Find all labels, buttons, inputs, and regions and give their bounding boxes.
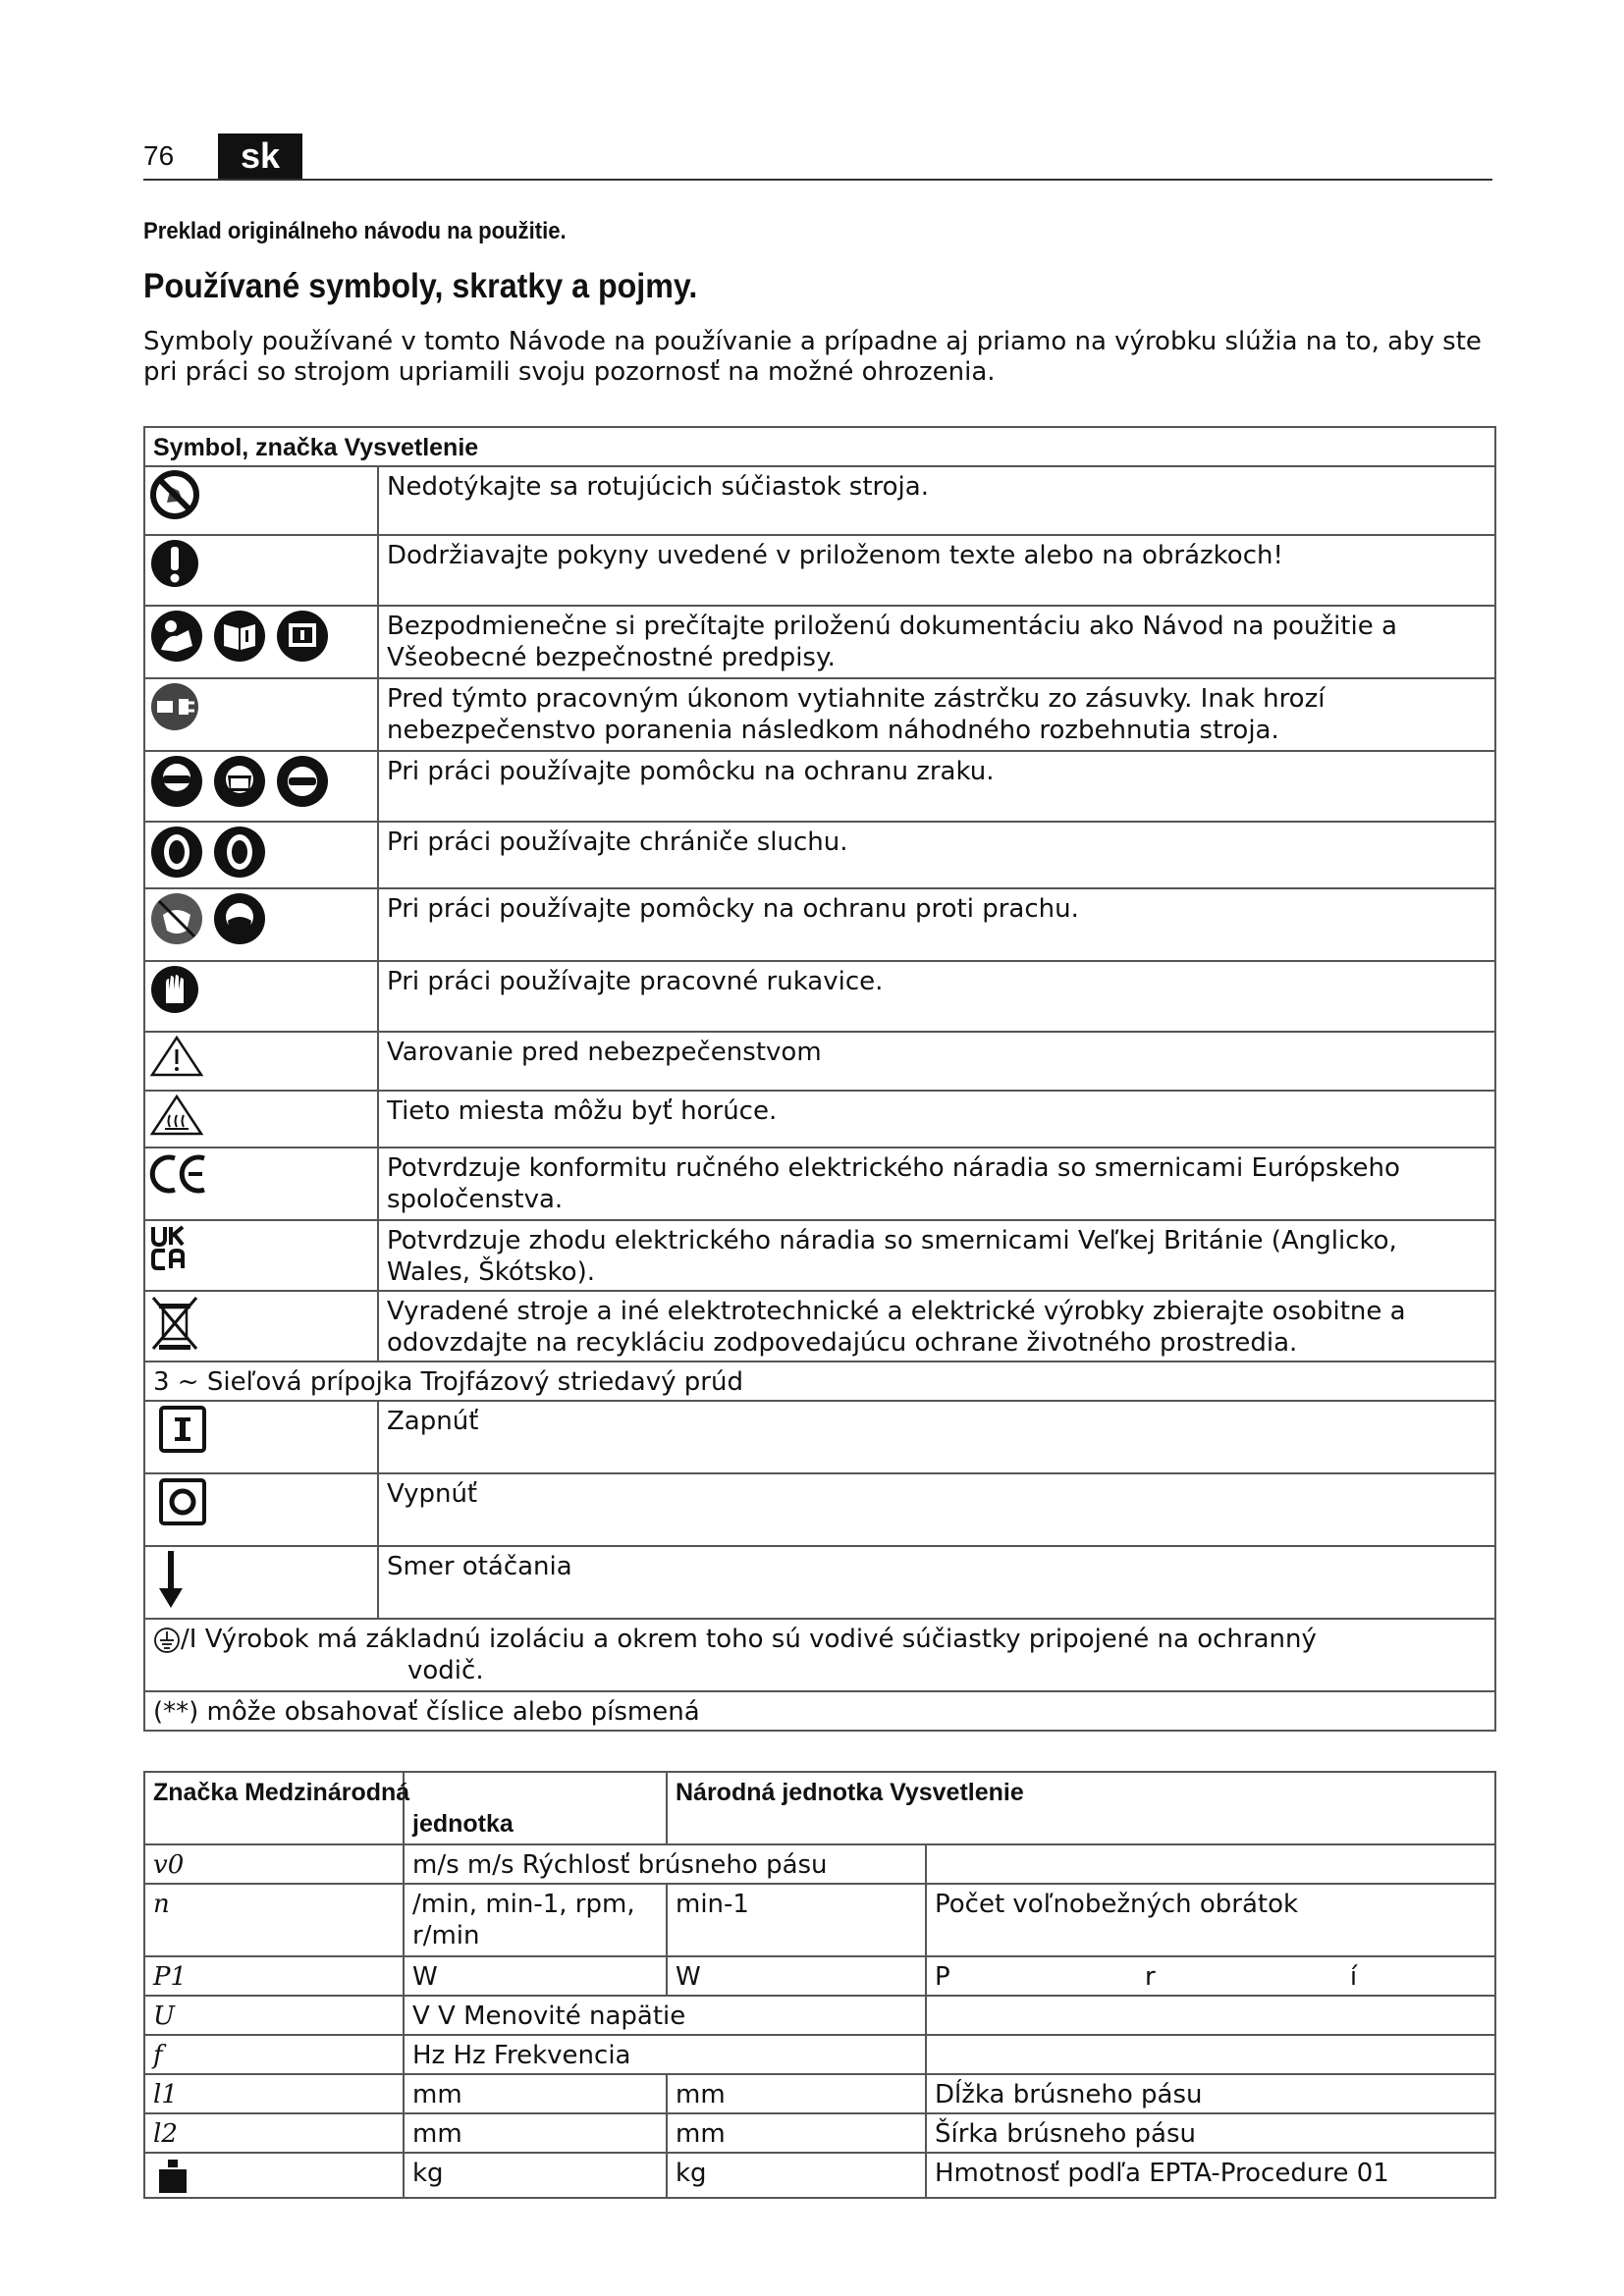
row-text: Pred týmto pracovným úkonom vytiahnite zástrčku zo zásuvky. Inak hrozí nebezpečenstvo poranenia následkom náhodného rozbehnutia stroja. bbox=[378, 678, 1495, 751]
unit-cell: /min, min-1, rpm, r/min bbox=[404, 1884, 667, 1956]
unplug-icon bbox=[149, 681, 200, 732]
ear-muffs-icon bbox=[212, 825, 267, 880]
table-row bbox=[144, 1996, 1495, 2035]
safety-glasses-icon bbox=[275, 754, 330, 809]
header-rule bbox=[143, 179, 1492, 181]
weight-icon bbox=[155, 2156, 190, 2195]
table-row bbox=[144, 888, 1495, 961]
unit-cell: Dĺžka brúsneho pásu bbox=[926, 2074, 1495, 2113]
unit-cell: W bbox=[667, 1956, 926, 1996]
document-icon bbox=[275, 609, 330, 664]
respirator-icon bbox=[212, 891, 267, 946]
table-row bbox=[144, 1619, 1495, 1691]
table-row bbox=[144, 1148, 1495, 1220]
crossed-bin-icon bbox=[149, 1294, 200, 1353]
unit-sign: f bbox=[144, 2035, 404, 2074]
unit-cell: mm bbox=[667, 2074, 926, 2113]
table-row bbox=[144, 1884, 1495, 1956]
table-row bbox=[144, 822, 1495, 888]
ground-row-text: /I Výrobok má základnú izoláciu a okrem toho sú vodivé súčiastky pripojené na ochranný bbox=[181, 1625, 1317, 1654]
header-text: Značka Medzinárodná bbox=[153, 1779, 410, 1806]
unit-cell: mm bbox=[667, 2113, 926, 2153]
units-header-national: Národná jednotka Vysvetlenie bbox=[667, 1772, 1495, 1844]
units-table bbox=[143, 1771, 1496, 2199]
unit-sign: P1 bbox=[144, 1956, 404, 1996]
unit-cell: V V Menovité napätie bbox=[404, 1996, 926, 2035]
row-text: Dodržiavajte pokyny uvedené v priloženom texte alebo na obrázkoch! bbox=[378, 535, 1495, 606]
row-text: Tieto miesta môžu byť horúce. bbox=[378, 1091, 1495, 1148]
unit-cell bbox=[926, 1996, 1495, 2035]
language-badge: sk bbox=[218, 133, 302, 179]
ground-row bbox=[144, 1619, 1495, 1691]
table-row bbox=[144, 2074, 1495, 2113]
ground-row-text-cont: vodič. bbox=[407, 1656, 484, 1685]
unit-sign: v0 bbox=[144, 1844, 404, 1884]
row-text: Vypnúť bbox=[378, 1473, 1495, 1546]
switch-off-icon bbox=[157, 1476, 208, 1527]
table-row bbox=[144, 606, 1495, 678]
row-text: Varovanie pred nebezpečenstvom bbox=[378, 1032, 1495, 1091]
row-text: Zapnúť bbox=[378, 1401, 1495, 1473]
table-row bbox=[144, 535, 1495, 606]
table-row bbox=[144, 1291, 1495, 1362]
table-row bbox=[144, 1691, 1495, 1731]
row-text: Pri práci používajte pomôcku na ochranu zraku. bbox=[378, 751, 1495, 822]
note-row: (**) môže obsahovať číslice alebo písmená bbox=[144, 1691, 1495, 1731]
table-row bbox=[144, 1091, 1495, 1148]
row-text: Potvrdzuje konformitu ručného elektrického náradia so smernicami Európskeho spoločenstva. bbox=[378, 1148, 1495, 1220]
protective-earth-icon bbox=[153, 1627, 181, 1654]
book-icon bbox=[212, 609, 267, 664]
unit-cell: Hz Hz Frekvencia bbox=[404, 2035, 926, 2074]
table-row bbox=[144, 2035, 1495, 2074]
ce-mark-icon bbox=[149, 1150, 212, 1198]
switch-on-icon bbox=[157, 1404, 208, 1455]
table-row bbox=[144, 1546, 1495, 1619]
warning-triangle-icon bbox=[149, 1035, 204, 1078]
table-row bbox=[144, 1844, 1495, 1884]
symbols-table bbox=[143, 426, 1496, 1732]
table-row bbox=[144, 466, 1495, 535]
unit-sign: U bbox=[144, 1996, 404, 2035]
table-row bbox=[144, 1032, 1495, 1091]
unit-cell: mm bbox=[404, 2113, 667, 2153]
document-subtitle: Preklad originálneho návodu na použitie. bbox=[143, 218, 567, 244]
row-text: Nedotýkajte sa rotujúcich súčiastok stroja. bbox=[378, 466, 1495, 535]
goggles-icon bbox=[149, 754, 204, 809]
unit-cell: kg bbox=[667, 2153, 926, 2198]
units-header-intl bbox=[404, 1772, 667, 1844]
exclamation-icon bbox=[149, 538, 200, 589]
unit-sign: l1 bbox=[144, 2074, 404, 2113]
table-row bbox=[144, 961, 1495, 1032]
row-text: Pri práci používajte pracovné rukavice. bbox=[378, 961, 1495, 1032]
unit-cell: min-1 bbox=[667, 1884, 926, 1956]
intro-paragraph: Symboly používané v tomto Návode na používanie a prípadne aj priamo na výrobku slúžia na to, aby ste pri práci so strojom upriamili svoju pozornosť na možné ohrozenia. bbox=[143, 327, 1482, 387]
table-row bbox=[144, 1220, 1495, 1291]
dust-mask-icon bbox=[149, 891, 204, 946]
ear-protection-icon bbox=[149, 825, 204, 880]
header-text: jednotka bbox=[412, 1810, 514, 1838]
table-row bbox=[144, 1401, 1495, 1473]
mains-connection-row: 3 ~ Sieľová prípojka Trojfázový striedavý prúd bbox=[144, 1362, 1495, 1401]
unit-sign: l2 bbox=[144, 2113, 404, 2153]
row-text: Potvrdzuje zhodu elektrického náradia so smernicami Veľkej Británie (Anglicko, Wales, Škótsko). bbox=[378, 1220, 1495, 1291]
units-header-sign bbox=[144, 1772, 410, 1844]
unit-cell: kg bbox=[404, 2153, 667, 2198]
row-text: Smer otáčania bbox=[378, 1546, 1495, 1619]
row-text: Pri práci používajte pomôcky na ochranu proti prachu. bbox=[378, 888, 1495, 961]
unit-cell bbox=[926, 1844, 1495, 1884]
table-row bbox=[144, 2113, 1495, 2153]
unit-cell: Počet voľnobežných obrátok bbox=[926, 1884, 1495, 1956]
unit-cell bbox=[926, 2035, 1495, 2074]
table-row bbox=[144, 2153, 1495, 2198]
ukca-mark-icon bbox=[149, 1223, 189, 1272]
gloves-icon bbox=[149, 964, 200, 1015]
table-row bbox=[144, 678, 1495, 751]
unit-cell: Hmotnosť podľa EPTA-Procedure 01 bbox=[926, 2153, 1495, 2198]
face-shield-icon bbox=[212, 754, 267, 809]
page-title: Používané symboly, skratky a pojmy. bbox=[143, 267, 698, 305]
row-text: Pri práci používajte chrániče sluchu. bbox=[378, 822, 1495, 888]
unit-cell: W bbox=[404, 1956, 667, 1996]
unit-cell: P r í bbox=[926, 1956, 1495, 1996]
read-manual-icon bbox=[149, 609, 204, 664]
unit-sign: n bbox=[144, 1884, 404, 1956]
unit-cell: Šírka brúsneho pásu bbox=[926, 2113, 1495, 2153]
table-row bbox=[144, 1362, 1495, 1401]
hot-surface-icon bbox=[149, 1094, 204, 1137]
unit-cell: mm bbox=[404, 2074, 667, 2113]
table-row bbox=[144, 1473, 1495, 1546]
rotation-arrow-icon bbox=[157, 1549, 185, 1610]
row-text: Vyradené stroje a iné elektrotechnické a elektrické výrobky zbierajte osobitne a odovzdajte na recykláciu zodpovedajúcu ochrane životného prostredia. bbox=[378, 1291, 1495, 1362]
unit-cell: m/s m/s Rýchlosť brúsneho pásu bbox=[404, 1844, 926, 1884]
table-row bbox=[144, 1956, 1495, 1996]
row-text: Bezpodmienečne si prečítajte priloženú dokumentáciu ako Návod na použitie a Všeobecné bezpečnostné predpisy. bbox=[378, 606, 1495, 678]
page-number: 76 bbox=[143, 140, 175, 171]
table-row bbox=[144, 751, 1495, 822]
symbols-table-header: Symbol, značka Vysvetlenie bbox=[144, 427, 1495, 466]
no-touch-rotating-icon bbox=[149, 469, 200, 520]
